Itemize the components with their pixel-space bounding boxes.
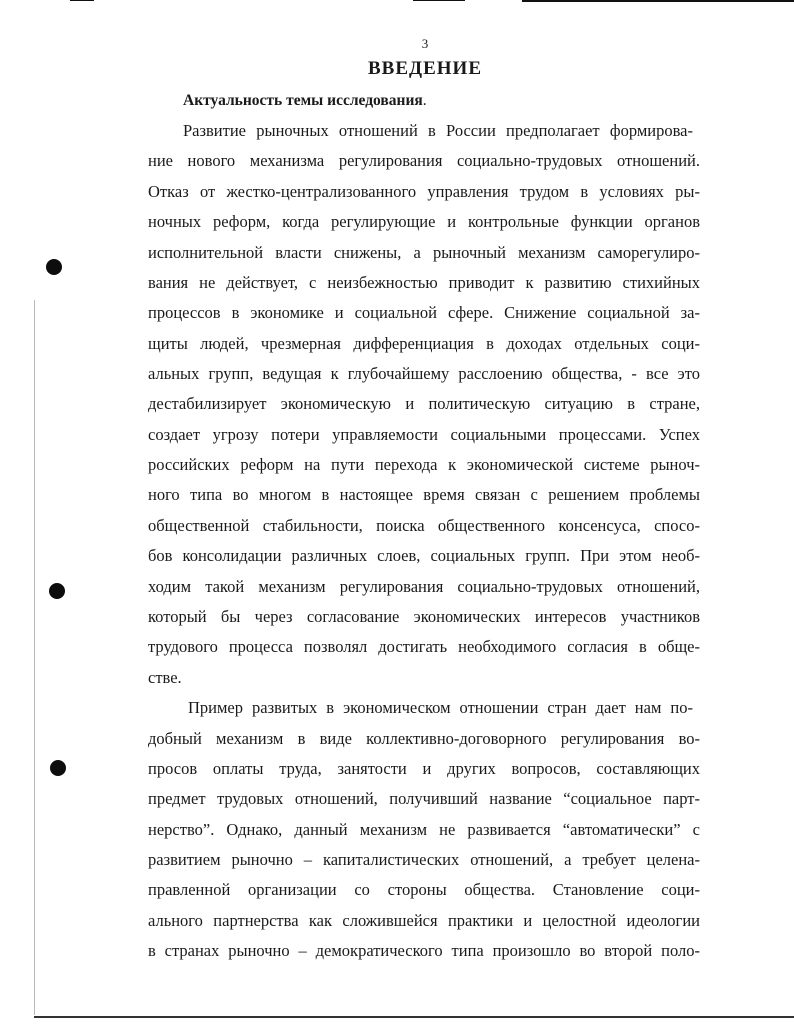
text-line: исполнительной власти снижены, а рыночный механизм саморегулиро- bbox=[148, 243, 700, 262]
text-line: просов оплаты труда, занятости и других вопросов, составляющих bbox=[148, 759, 700, 778]
page-title: ВВЕДЕНИЕ bbox=[368, 58, 482, 79]
punch-hole-bottom bbox=[50, 760, 66, 776]
text-line: трудового процесса позволял достигать необходимого согласия в обще- bbox=[148, 637, 700, 656]
scan-edge-top-right bbox=[522, 0, 794, 2]
text-line: ного типа во многом в настоящее время связан с решением проблемы bbox=[148, 485, 700, 504]
text-line: общественной стабильности, поиска общественного консенсуса, спосо- bbox=[148, 516, 700, 535]
text-line: российских реформ на пути перехода к экономической системе рыноч- bbox=[148, 455, 700, 474]
text-line: процессов в экономике и социальной сфере. Снижение социальной за- bbox=[148, 303, 700, 322]
text-line: Пример развитых в экономическом отношении стран дает нам по- bbox=[188, 698, 693, 717]
text-line: развитием рыночно – капиталистических отношений, а требует целена- bbox=[148, 850, 700, 869]
text-line: нерство”. Однако, данный механизм не развивается “автоматически” с bbox=[148, 820, 700, 839]
text-line: бов консолидации различных слоев, социальных групп. При этом необ- bbox=[148, 546, 700, 565]
scan-edge-top-left bbox=[70, 0, 94, 1]
text-line: предмет трудовых отношений, получивший название “социальное парт- bbox=[148, 789, 700, 808]
scan-edge-left bbox=[34, 300, 35, 1015]
section-subheading bbox=[183, 92, 427, 110]
scan-edge-top-mid bbox=[413, 0, 465, 1]
text-line: ходим такой механизм регулирования социально-трудовых отношений, bbox=[148, 577, 700, 596]
text-line: альных групп, ведущая к глубочайшему расслоению общества, - все это bbox=[148, 364, 700, 383]
text-line: ночных реформ, когда регулирующие и контрольные функции органов bbox=[148, 212, 700, 231]
text-line: в странах рыночно – демократического типа произошло во второй поло- bbox=[148, 941, 700, 960]
text-line: создает угрозу потери управляемости социальными процессами. Успех bbox=[148, 425, 700, 444]
punch-hole-top bbox=[46, 259, 62, 275]
punch-hole-middle bbox=[49, 583, 65, 599]
text-line: добный механизм в виде коллективно-договорного регулирования во- bbox=[148, 729, 700, 748]
text-line: правленной организации со стороны общества. Становление соци- bbox=[148, 880, 700, 899]
text-line: стве. bbox=[148, 668, 182, 687]
text-line: Отказ от жестко-централизованного управления трудом в условиях ры- bbox=[148, 182, 700, 201]
text-line: который бы через согласование экономических интересов участников bbox=[148, 607, 700, 626]
text-line: щиты людей, чрезмерная дифференциация в доходах отдельных соци- bbox=[148, 334, 700, 353]
text-line: ального партнерства как сложившейся практики и целостной идеологии bbox=[148, 911, 700, 930]
page-number: 3 bbox=[421, 36, 429, 51]
scan-edge-bottom bbox=[34, 1016, 794, 1018]
subheading-text: Актуальность темы исследования bbox=[183, 92, 423, 109]
subheading-period: . bbox=[422, 92, 427, 109]
text-line: ние нового механизма регулирования социально-трудовых отношений. bbox=[148, 151, 700, 170]
text-line: вания не действует, с неизбежностью приводит к развитию стихийных bbox=[148, 273, 700, 292]
text-line: Развитие рыночных отношений в России предполагает формирова- bbox=[183, 121, 693, 140]
text-line: дестабилизирует экономическую и политическую ситуацию в стране, bbox=[148, 394, 700, 413]
